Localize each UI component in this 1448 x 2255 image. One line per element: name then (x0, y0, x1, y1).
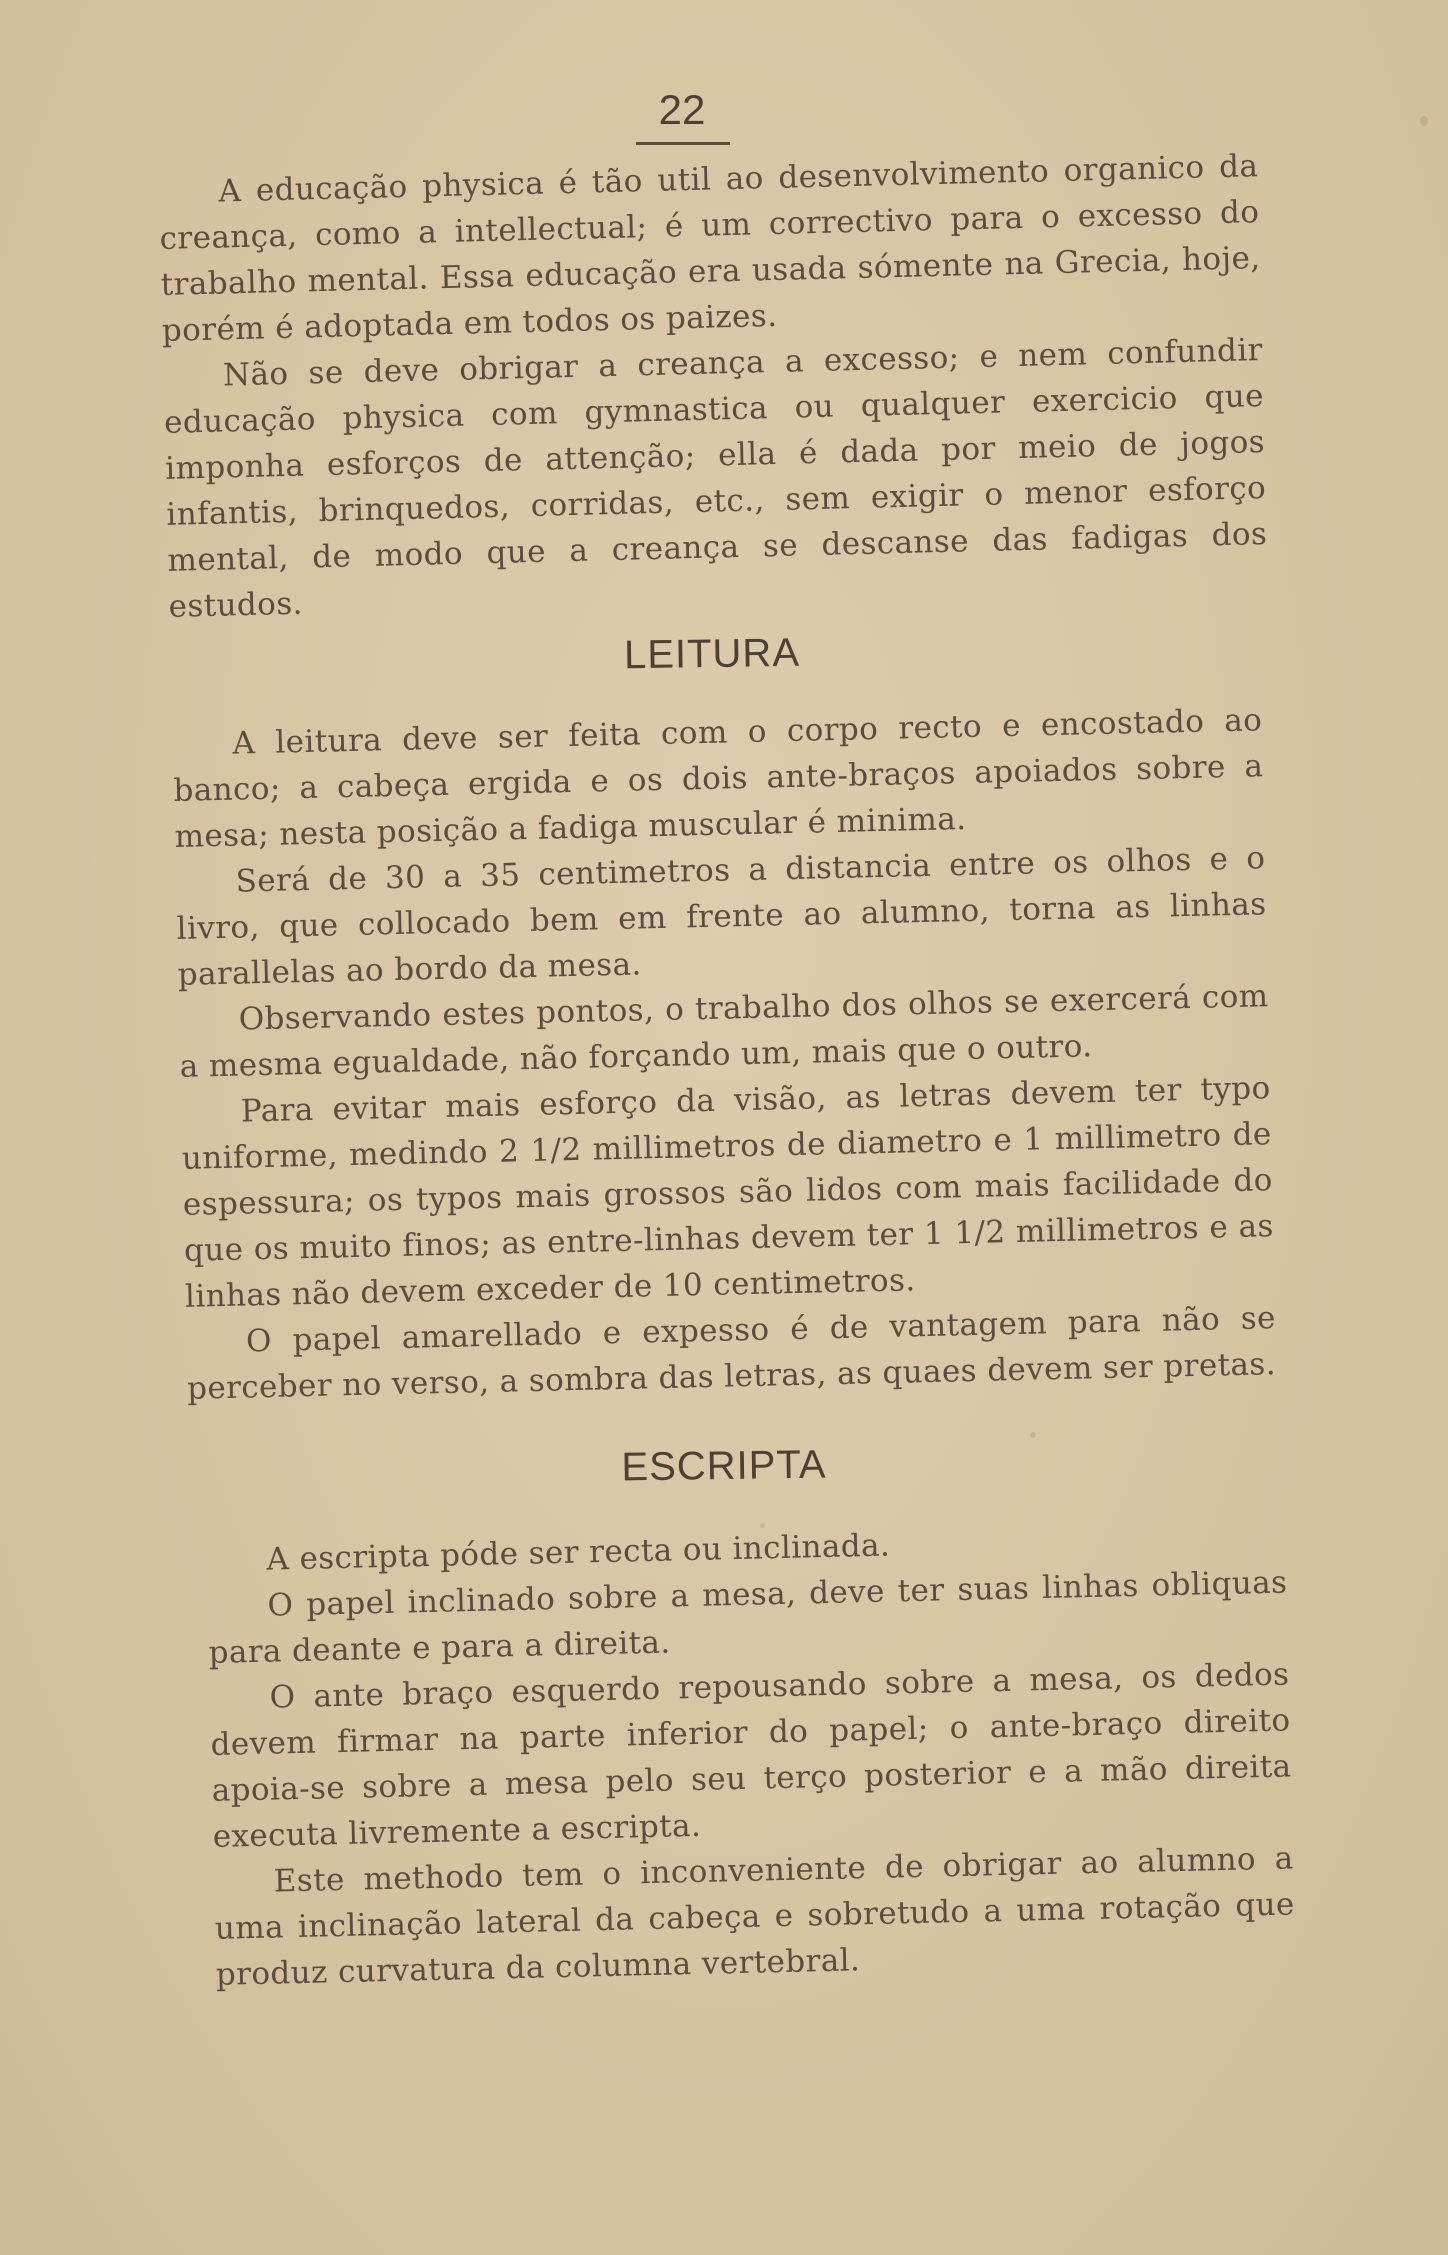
paper-stain (1420, 116, 1428, 126)
leitura-section (172, 697, 1277, 1412)
paper-stain (1030, 1432, 1036, 1438)
paragraph: Observando estes pontos, o trabalho dos olhos se exercerá com a mesma egualdade, não forçando um, mais que o outro. (179, 978, 1269, 1085)
paragraph: O papel amarellado e expesso é de vantagem para não se perceber no verso, a sombra das letras, as quaes devem ser pretas. (186, 1300, 1277, 1407)
intro-section (158, 143, 1269, 630)
paragraph: O ante braço esquerdo repousando sobre a mesa, os dedos devem firmar na parte inferior do papel; o ante-braço direito apoia-se sobre a mesa pelo seu terço posterior e a mão direita executa livremente a escripta. (210, 1656, 1292, 1855)
paragraph: Este methodo tem o inconveniente de obrigar ao alumno a uma inclinação lateral da cabeça e sobretudo a uma rotação que produz curvatura da columna vertebral. (214, 1840, 1296, 1993)
section-heading-escripta: ESCRIPTA (621, 1442, 827, 1490)
paragraph: Será de 30 a 35 centimetros a distancia entre os olhos e o livro, que collocado bem em frente ao alumno, torna as linhas parallelas ao bordo da mesa. (176, 840, 1267, 993)
page-number-underline (636, 142, 730, 145)
escripta-section (206, 1513, 1296, 1997)
page-number: 22 (658, 86, 706, 133)
section-heading-leitura: LEITURA (623, 630, 801, 678)
paragraph: A educação physica é tão util ao desenvolvimento organico da creança, como a intellectual; é um correctivo para o excesso do trabalho mental. Essa educação era usada sómente na Grecia, hoje, porém é adoptada em todos os paizes. (159, 148, 1261, 349)
paragraph: O papel inclinado sobre a mesa, deve ter suas linhas obliquas para deante e para a direita. (208, 1564, 1288, 1671)
paragraph: Para evitar mais esforço da visão, as letras devem ter typo uniforme, medindo 2 1/2 millimetros de diametro e 1 millimetro de espessura; os typos mais grossos são lidos com mais facilidade do que os muito finos; as entre-linhas devem ter 1 1/2 millimetros e as linhas não devem exceder de 10 centimetros. (181, 1070, 1275, 1315)
paragraph: A leitura deve ser feita com o corpo recto e encostado ao banco; a cabeça ergida e os dois ante-braços apoiados sobre a mesa; nesta posição a fadiga muscular é minima. (173, 702, 1264, 855)
paragraph: Não se deve obrigar a creança a excesso; e nem confundir educação physica com gymnastica ou qualquer exercicio que imponha esforços de attenção; ella é dada por meio de jogos infantis, brinquedos, corridas, etc., sem exigir o menor esforço mental, de modo que a creança se descanse das fadigas dos estudos. (163, 332, 1268, 625)
paragraph: A escripta póde ser recta ou inclinada. (266, 1527, 891, 1578)
